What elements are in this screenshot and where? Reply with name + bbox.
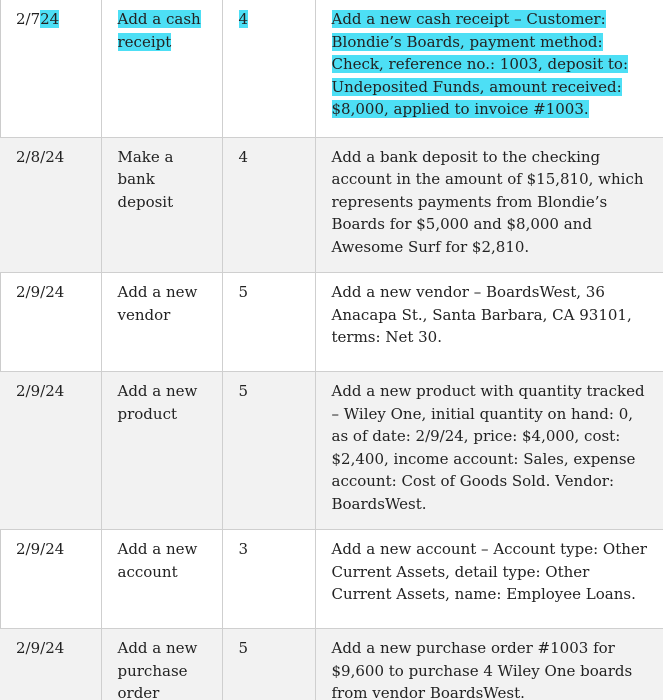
task-text: Add a cash receipt — [117, 10, 201, 51]
chapter-cell: 4 — [222, 137, 315, 273]
table-row — [0, 137, 663, 273]
date-cell: 2/9/24 — [0, 530, 101, 629]
date-cell: 2/9/24 — [0, 273, 101, 372]
chapter-cell — [222, 0, 315, 137]
description-cell: Add a new product with quantity tracked – Wiley One, initial quantity on hand: 0, as of date: 2/9/24, price: $4,000, cost: $2,400, income account: Sales, expense account: Cost of Goods Sold. Vendor: BoardsWest. — [315, 372, 663, 530]
description-cell — [315, 0, 663, 137]
date-text: 2/7 — [16, 10, 41, 28]
date-cell: 2/9/24 — [0, 629, 101, 700]
date-highlight: 24 — [40, 10, 60, 28]
table-row — [0, 629, 663, 700]
chapter-cell: 5 — [222, 629, 315, 700]
task-cell: Add a new account — [101, 530, 222, 629]
date-cell — [0, 0, 101, 137]
date-cell: 2/9/24 — [0, 372, 101, 530]
date-cell: 2/8/24 — [0, 137, 101, 273]
task-cell: Add a new purchase order — [101, 629, 222, 700]
table-row — [0, 0, 663, 137]
description-text: Add a new cash receipt – Customer: Blondie’s Boards, payment method: Check, reference no.: 1003, deposit to: Undeposited Funds, amount received: $8,000, applied to invoice #1003. — [331, 10, 629, 118]
task-cell — [101, 0, 222, 137]
table-row — [0, 273, 663, 372]
task-cell: Make a bank deposit — [101, 137, 222, 273]
description-cell: Add a new purchase order #1003 for $9,600 to purchase 4 Wiley One boards from vendor BoardsWest. — [315, 629, 663, 700]
description-cell: Add a bank deposit to the checking account in the amount of $15,810, which represents payments from Blondie’s Boards for $5,000 and $8,000 and Awesome Surf for $2,810. — [315, 137, 663, 273]
chapter-text: 4 — [238, 10, 249, 28]
table-row — [0, 530, 663, 629]
description-cell: Add a new account – Account type: Other Current Assets, detail type: Other Current Assets, name: Employee Loans. — [315, 530, 663, 629]
task-cell: Add a new vendor — [101, 273, 222, 372]
chapter-cell: 5 — [222, 273, 315, 372]
chapter-cell: 3 — [222, 530, 315, 629]
table-row — [0, 372, 663, 530]
task-cell: Add a new product — [101, 372, 222, 530]
description-cell: Add a new vendor – BoardsWest, 36 Anacapa St., Santa Barbara, CA 93101, terms: Net 30. — [315, 273, 663, 372]
chapter-cell: 5 — [222, 372, 315, 530]
